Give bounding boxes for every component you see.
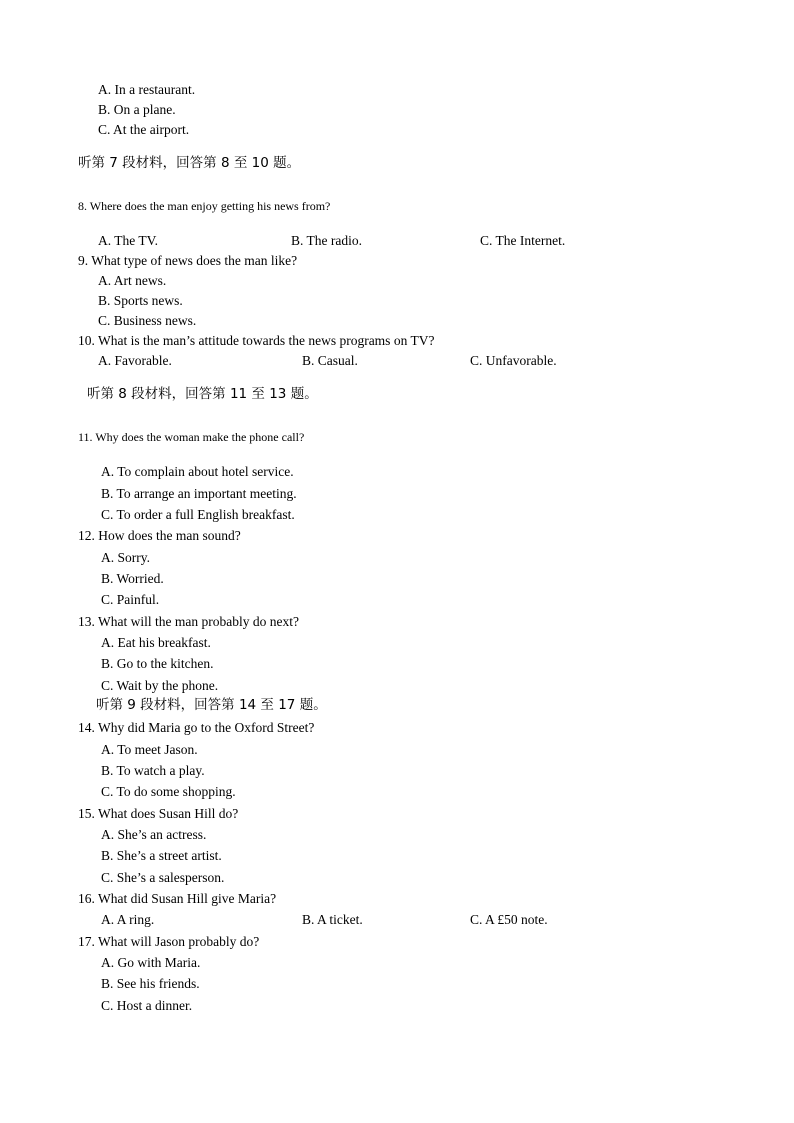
- section-7-heading: 听第 7 段材料，回答第 8 至 10 题。: [78, 155, 301, 171]
- q9-stem: 9. What type of news does the man like?: [78, 253, 298, 268]
- q12-option-a: A. Sorry.: [101, 550, 150, 565]
- q11-stem: 11. Why does the woman make the phone call?: [78, 430, 305, 444]
- q15-option-a: A. She’s an actress.: [101, 827, 207, 842]
- q12-stem: 12. How does the man sound?: [78, 528, 241, 543]
- q16-option-a: A. A ring.: [101, 912, 155, 927]
- q17-option-b: B. See his friends.: [101, 976, 200, 991]
- q16-option-c: C. A £50 note.: [470, 912, 548, 927]
- q14-stem: 14. Why did Maria go to the Oxford Street?: [78, 720, 315, 735]
- q9-option-a: A. Art news.: [98, 273, 167, 288]
- q8-option-b: B. The radio.: [291, 233, 362, 248]
- q10-option-c: C. Unfavorable.: [470, 353, 557, 368]
- q13-option-b: B. Go to the kitchen.: [101, 656, 214, 671]
- q7-option-a: A. In a restaurant.: [98, 82, 196, 97]
- q17-stem: 17. What will Jason probably do?: [78, 934, 260, 949]
- q11-option-a: A. To complain about hotel service.: [101, 464, 294, 479]
- q9-option-c: C. Business news.: [98, 313, 197, 328]
- q10-stem: 10. What is the man’s attitude towards the news programs on TV?: [78, 333, 435, 348]
- q12-option-b: B. Worried.: [101, 571, 164, 586]
- q10-option-a: A. Favorable.: [98, 353, 172, 368]
- q14-option-c: C. To do some shopping.: [101, 784, 236, 799]
- q16-option-b: B. A ticket.: [302, 912, 363, 927]
- q8-option-a: A. The TV.: [98, 233, 159, 248]
- q10-option-b: B. Casual.: [302, 353, 358, 368]
- q17-option-c: C. Host a dinner.: [101, 998, 193, 1013]
- q9-option-b: B. Sports news.: [98, 293, 183, 308]
- q15-stem: 15. What does Susan Hill do?: [78, 806, 239, 821]
- q14-option-a: A. To meet Jason.: [101, 742, 198, 757]
- q8-stem: 8. Where does the man enjoy getting his news from?: [78, 199, 331, 213]
- q17-option-a: A. Go with Maria.: [101, 955, 201, 970]
- q15-option-c: C. She’s a salesperson.: [101, 870, 225, 885]
- section-8-heading: 听第 8 段材料，回答第 11 至 13 题。: [87, 386, 318, 402]
- q16-stem: 16. What did Susan Hill give Maria?: [78, 891, 277, 906]
- q15-option-b: B. She’s a street artist.: [101, 848, 222, 863]
- q13-option-a: A. Eat his breakfast.: [101, 635, 211, 650]
- q11-option-b: B. To arrange an important meeting.: [101, 486, 297, 501]
- q8-option-c: C. The Internet.: [480, 233, 566, 248]
- q13-stem: 13. What will the man probably do next?: [78, 614, 299, 629]
- q7-option-c: C. At the airport.: [98, 122, 190, 137]
- q14-option-b: B. To watch a play.: [101, 763, 205, 778]
- q12-option-c: C. Painful.: [101, 592, 160, 607]
- q13-option-c: C. Wait by the phone.: [101, 678, 219, 693]
- q11-option-c: C. To order a full English breakfast.: [101, 507, 295, 522]
- section-9-heading: 听第 9 段材料，回答第 14 至 17 题。: [96, 697, 327, 713]
- q7-option-b: B. On a plane.: [98, 102, 176, 117]
